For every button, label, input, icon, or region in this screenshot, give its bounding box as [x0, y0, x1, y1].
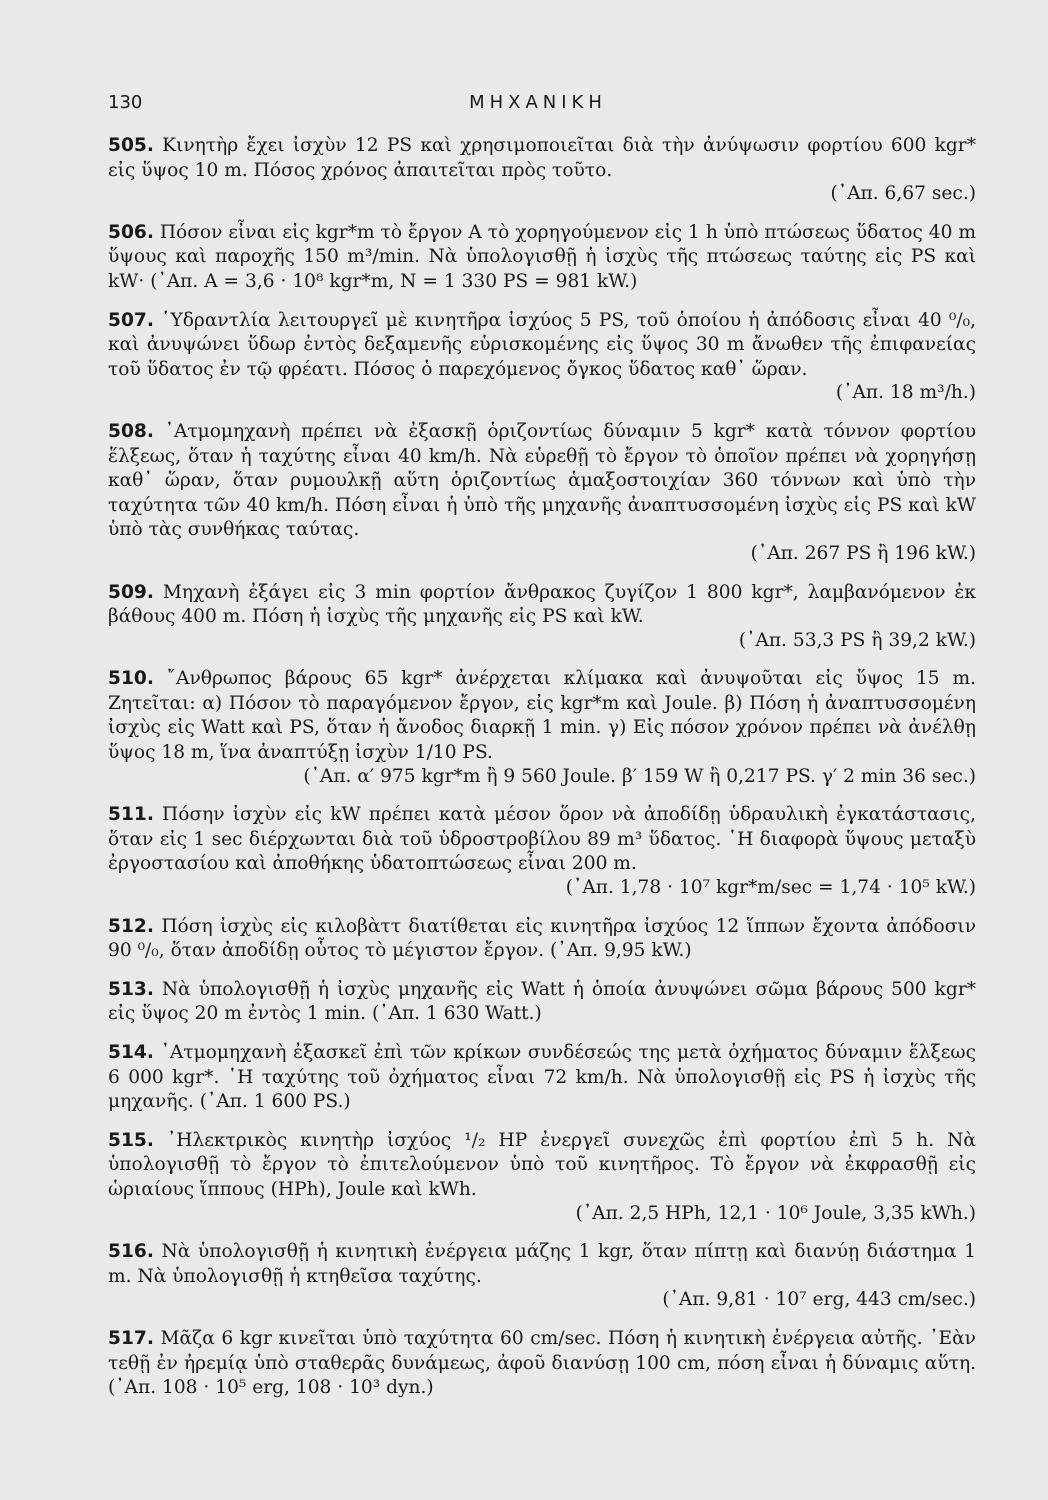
problem-answer: (᾿Απ. α′ 975 kgr*m ἢ 9 560 Joule. β′ 159 W ἢ 0,217 PS. γ′ 2 min 36 sec.) [303, 765, 976, 787]
problem-number: 507. [108, 309, 154, 331]
problem-number: 513. [108, 978, 154, 1000]
problem-511 [108, 803, 976, 900]
problem-answer: (᾿Απ. 2,5 HPh, 12,1 · 10⁶ Joule, 3,35 kWh.) [575, 1202, 976, 1224]
problem-text: Πόσην ἰσχὺν εἰς kW πρέπει κατὰ μέσον ὅρον νὰ ἀποδίδῃ ὑδραυλικὴ ἐγκατάστασις, ὅταν εἰς 1 sec διέρχωνται διὰ τοῦ ὑδροστροβίλου 89 m³ ὕδατος. ῾Η διαφορὰ ὕψους μεταξὺ ἐργοστασίου καὶ ἀποθήκης ὑδατοπτώσεως εἶναι 200 m. [108, 804, 976, 875]
problem-answer: (᾿Απ. 267 PS ἢ 196 kW.) [750, 542, 976, 564]
problem-text: Πόσον εἶναι εἰς kgr*m τὸ ἔργον Α τὸ χορηγούμενον εἰς 1 h ὑπὸ πτώσεως ὕδατος 40 m ὕψους καὶ παροχῆς 150 m³/min. Νὰ ὑπολογισθῇ ἡ ἰσχὺς τῆς πτώσεως ταύτης εἰς PS καὶ kW· (᾿Απ. A = 3,6 · 10⁸ kgr*m, N = 1 330 PS = 981 kW.) [108, 221, 976, 292]
running-title: ΜΗΧΑΝΙΚΗ [469, 92, 607, 113]
problem-517 [108, 1327, 976, 1401]
problem-506 [108, 221, 976, 295]
page-number: 130 [108, 92, 143, 113]
problem-505 [108, 134, 976, 207]
problem-text: Κινητὴρ ἔχει ἰσχὺν 12 PS καὶ χρησιμοποιεῖται διὰ τὴν ἀνύψωσιν φορτίου 600 kgr* εἰς ὕψος 10 m. Πόσος χρόνος ἀπαιτεῖται πρὸς τοῦτο. [108, 135, 976, 181]
problem-number: 510. [108, 668, 154, 690]
problem-answer: (᾿Απ. 6,67 sec.) [830, 183, 976, 205]
problem-text: Νὰ ὑπολογισθῇ ἡ κινητικὴ ἐνέργεια μάζης 1 kgr, ὅταν πίπτῃ καὶ διανύῃ διάστημα 1 m. Νὰ ὑπολογισθῇ ἡ κτηθεῖσα ταχύτης. [108, 1241, 976, 1287]
problem-text: Πόση ἰσχὺς εἰς κιλοβὰττ διατίθεται εἰς κινητῆρα ἰσχύος 12 ἵππων ἔχοντα ἀπόδοσιν 90 ⁰/₀, ὅταν ἀποδίδῃ οὗτος τὸ μέγιστον ἔργον. (᾿Απ. 9,95 kW.) [108, 915, 976, 962]
problem-text: Μᾶζα 6 kgr κινεῖται ὑπὸ ταχύτητα 60 cm/sec. Πόση ἡ κινητικὴ ἐνέργεια αὐτῆς. ᾿Εὰν τεθῇ ἐν ἠρεμίᾳ ὑπὸ σταθερᾶς δυνάμεως, ἀφοῦ διανύσῃ 100 cm, πόση εἶναι ἡ δύναμις αὕτη. (᾿Απ. 108 · 10⁵ erg, 108 · 10³ dyn.) [108, 1327, 976, 1399]
problem-number: 514. [108, 1042, 154, 1063]
problem-number: 509. [108, 581, 154, 603]
problem-text: ῎Ανθρωπος βάρους 65 kgr* ἀνέρχεται κλίμακα καὶ ἀνυψοῦται εἰς ὕψος 15 m. Ζητεῖται: α) Πόσον τὸ παραγόμενον ἔργον, εἰς kgr*m καὶ Joule. β) Πόση ἡ ἀναπτυσσομένη ἰσχὺς εἰς Watt καὶ PS, ὅταν ἡ ἄνοδος διαρκῇ 1 min. γ) Εἰς πόσον χρόνον πρέπει νὰ ἀνέλθῃ ὕψος 18 m, ἵνα ἀναπτύξῃ ἰσχὺν 1/10 PS. [108, 668, 976, 764]
problem-509 [108, 581, 976, 654]
problem-text: ῾Υδραντλία λειτουργεῖ μὲ κινητῆρα ἰσχύος 5 PS, τοῦ ὁποίου ἡ ἀπόδοσις εἶναι 40 ⁰/₀, καὶ ἀνυψώνει ὕδωρ ἐντὸς δεξαμενῆς εὑρισκομένης εἰς ὕψος 30 m ἄνωθεν τῆς ἐπιφανείας τοῦ ὕδατος ἐν τῷ φρέατι. Πόσος ὁ παρεχόμενος ὄγκος ὕδατος καθ᾿ ὥραν. [108, 309, 976, 380]
problems-list [108, 134, 976, 1415]
problem-508 [108, 420, 976, 567]
problem-513 [108, 978, 976, 1027]
problem-answer: (᾿Απ. 18 m³/h.) [835, 382, 976, 404]
problem-510 [108, 667, 976, 789]
problem-512 [108, 915, 976, 964]
page-header [108, 92, 968, 116]
problem-516 [108, 1240, 976, 1313]
problem-number: 517. [108, 1327, 154, 1349]
problem-number: 515. [108, 1129, 154, 1151]
problem-answer: (᾿Απ. 1,78 · 10⁷ kgr*m/sec = 1,74 · 10⁵ kW.) [565, 877, 976, 899]
problem-number: 505. [108, 135, 154, 156]
problem-number: 506. [108, 221, 154, 243]
problem-text: ᾿Ατμομηχανὴ πρέπει νὰ ἐξασκῇ ὁριζοντίως δύναμιν 5 kgr* κατὰ τόννον φορτίου ἕλξεως, ὅταν ἡ ταχύτης εἶναι 40 km/h. Νὰ εὑρεθῇ τὸ ἔργον τὸ ὁποῖον πρέπει νὰ χορηγήσῃ καθ᾿ ὥραν, ὅταν ρυμουλκῇ αὕτη ὁριζοντίως ἁμαξοστοιχίαν 360 τόννων καὶ ὑπὸ τὴν ταχύτητα τῶν 40 km/h. Πόση εἶναι ἡ ὑπὸ τῆς μηχανῆς ἀναπτυσσομένη ἰσχὺς εἰς PS καὶ kW ὑπὸ τὰς συνθήκας ταύτας. [108, 420, 976, 541]
problem-number: 511. [108, 804, 154, 826]
problem-514 [108, 1041, 976, 1115]
problem-text: Μηχανὴ ἐξάγει εἰς 3 min φορτίον ἄνθρακος ζυγίζον 1 800 kgr*, λαμβανόμενον ἐκ βάθους 400 m. Πόση ἡ ἰσχὺς τῆς μηχανῆς εἰς PS καὶ kW. [108, 581, 976, 628]
problem-number: 516. [108, 1241, 154, 1263]
problem-number: 508. [108, 420, 154, 442]
problem-text: ᾿Ατμομηχανὴ ἐξασκεῖ ἐπὶ τῶν κρίκων συνδέσεώς της μετὰ ὀχήματος δύναμιν ἕλξεως 6 000 kgr*. ῾Η ταχύτης τοῦ ὀχήματος εἶναι 72 km/h. Νὰ ὑπολογισθῇ εἰς PS ἡ ἰσχὺς τῆς μηχανῆς. (᾿Απ. 1 600 PS.) [108, 1042, 976, 1113]
problem-text: Νὰ ὑπολογισθῇ ἡ ἰσχὺς μηχανῆς εἰς Watt ἡ ὁποία ἀνυψώνει σῶμα βάρους 500 kgr* εἰς ὕψος 20 m ἐντὸς 1 min. (᾿Απ. 1 630 Watt.) [108, 978, 976, 1025]
problem-text: ᾿Ηλεκτρικὸς κινητὴρ ἰσχύος ¹/₂ HP ἐνεργεῖ συνεχῶς ἐπὶ φορτίου ἐπὶ 5 h. Νὰ ὑπολογισθῇ τὸ ἔργον τὸ ἐπιτελούμενον ὑπὸ τοῦ κινητῆρος. Τὸ ἔργον νὰ ἐκφρασθῇ εἰς ὡριαίους ἵππους (HPh), Joule καὶ kWh. [108, 1129, 976, 1200]
problem-515 [108, 1129, 976, 1226]
problem-507 [108, 309, 976, 406]
problem-answer: (᾿Απ. 9,81 · 10⁷ erg, 443 cm/sec.) [662, 1289, 976, 1311]
problem-number: 512. [108, 915, 154, 937]
problem-answer: (᾿Απ. 53,3 PS ἢ 39,2 kW.) [738, 629, 976, 651]
